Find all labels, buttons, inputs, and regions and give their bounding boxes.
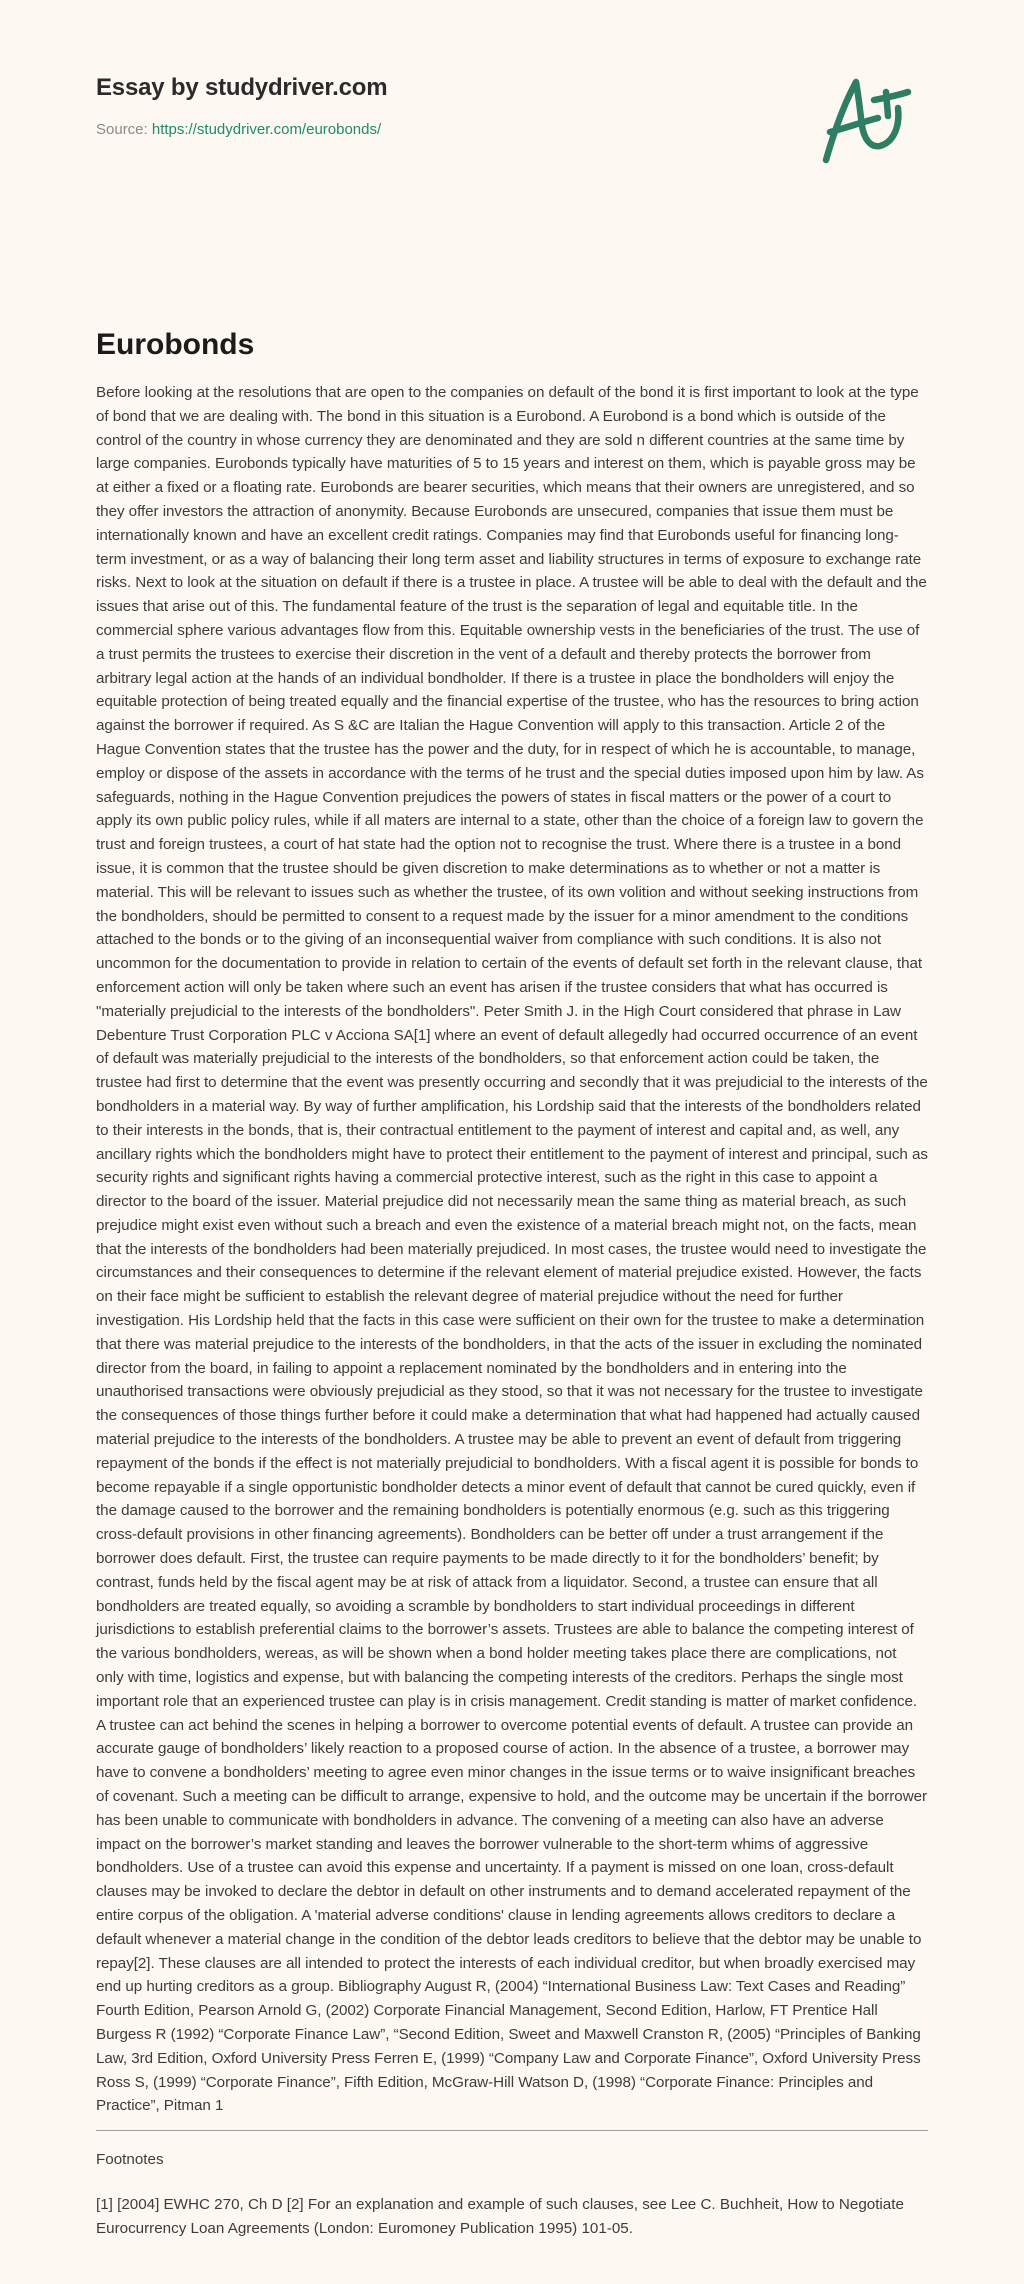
site-header [96,72,928,262]
footnotes-text: [1] [2004] EWHC 270, Ch D [2] For an explanation and example of such clauses, see Lee C. Buchheit, How to Negotiate Eurocurrency Loan Agreements (London: Euromoney Publication 1995) 101-05. [96,2196,904,2237]
a-plus-logo-icon [818,70,928,170]
footnotes-divider [96,2130,928,2131]
footnotes-heading: Footnotes [96,2151,164,2169]
source-line [96,120,928,140]
source-link[interactable]: https://studydriver.com/eurobonds/ [151,121,382,138]
essay-body: Before looking at the resolutions that are open to the companies on default of the bond it is first important to look at the type of bond that we are dealing with. The bond in this situation is a Eurobond. A Eurobond is a bond which is outside of the control of the country in whose currency they are denominated and they are sold n different countries at the same time by large companies. Eurobonds typically have maturities of 5 to 15 years and interest on them, which is payable gross may be at either a fixed or a floating rate. Eurobonds are bearer securities, which means that their owners are unregistered, and so they offer investors the attraction of anonymity. Because Eurobonds are unsecured, companies that issue them must be internationally known and have an excellent credit ratings. Companies may find that Eurobonds useful for financing long-term investment, or as a way of balancing their long term asset and liability structures in terms of exposure to exchange rate risks. Next to look at the situation on default if there is a trustee in place. A trustee will be able to deal with the default and the issues that arise out of this. The fundamental feature of the trust is the separation of legal and equitable title. In the commercial sphere various advantages flow from this. Equitable ownership vests in the beneficiaries of the trust. The use of a trust permits the trustees to exercise their discretion in the vent of a default and thereby protects the borrower from arbitrary legal action at the hands of an individual bondholder. If there is a trustee in place the bondholders will enjoy the equitable protection of being treated equally and the financial expertise of the trustee, who has the resources to bring action against the borrower if required. As S &C are Italian the Hague Convention will apply to this transaction. Article 2 of the Hague Convention states that the trustee has the power and the duty, for in respect of which he is accountable, to manage, employ or dispose of the assets in accordance with the terms of he trust and the special duties imposed upon him by law. As safeguards, nothing in the Hague Convention prejudices the powers of states in fiscal matters or the power of a court to apply its own public policy rules, while if all maters are internal to a state, other than the choice of a foreign law to govern the trust and foreign trustees, a court of hat state had the option not to recognise the trust. Where there is a trustee in a bond issue, it is common that the trustee should be given discretion to make determinations as to whether or not a matter is material. This will be relevant to issues such as whether the trustee, of its own volition and without seeking instructions from the bondholders, should be permitted to consent to a request made by the issuer for a minor amendment to the conditions attached to the bonds or to the giving of an inconsequential waiver from compliance with such conditions. It is also not uncommon for the documentation to provide in relation to certain of the events of default set forth in the relevant clause, that enforcement action will only be taken where such an event has arisen if the trustee considers that what has occurred is "materially prejudicial to the interests of the bondholders". Peter Smith J. in the High Court considered that phrase in Law Debenture Trust Corporation PLC v Acciona SA[1] where an event of default allegedly had occurred occurrence of an event of default was materially prejudicial to the interests of the bondholders, so that enforcement action could be taken, the trustee had first to determine that the event was presently occurring and secondly that it was prejudicial to the interests of the bondholders in a material way. By way of further amplification, his Lordship said that the interests of the bondholders related to their interests in the bonds, that is, their contractual entitlement to the payment of interest and capital and, as well, any ancillary rights which the bondholders might have to protect their entitlement to the payment of interest and principal, such as security rights and significant rights having a commercial protective interest, such as the right in this case to appoint a director to the board of the issuer. Material prejudice did not necessarily mean the same thing as material breach, as such prejudice might exist even without such a breach and even the existence of a material breach might not, on the facts, mean that the interests of the bondholders had been materially prejudiced. In most cases, the trustee would need to investigate the circumstances and their consequences to determine if the relevant element of material prejudice existed. However, the facts on their face might be sufficient to establish the relevant degree of material prejudice without the need for further investigation. His Lordship held that the facts in this case were sufficient on their own for the trustee to make a determination that there was material prejudice to the interests of the bondholders, in that the acts of the issuer in excluding the nominated director from the board, in failing to appoint a replacement nominated by the bondholders and in entering into the unauthorised transactions were obviously prejudicial as they stood, so that it was not necessary for the trustee to investigate the consequences of those things further before it could make a determination that what had happened had actually caused material prejudice to the interests of the bondholders. A trustee may be able to prevent an event of default from triggering repayment of the bonds if the effect is not materially prejudicial to bondholders. With a fiscal agent it is possible for bonds to become repayable if a single opportunistic bondholder detects a minor event of default that cannot be cured quickly, even if the damage caused to the borrower and the remaining bondholders is potentially enormous (e.g. such as this triggering cross-default provisions in other financing agreements). Bondholders can be better off under a trust arrangement if the borrower does default. First, the trustee can require payments to be made directly to it for the bondholders’ benefit; by contrast, funds held by the fiscal agent may be at risk of attack from a liquidator. Second, a trustee can ensure that all bondholders are treated equally, so avoiding a scramble by bondholders to start individual proceedings in different jurisdictions to establish preferential claims to the borrower’s assets. Trustees are able to balance the competing interest of the various bondholders, wereas, as will be shown when a bond holder meeting takes place there are complications, not only with time, logistics and expense, but with balancing the competing interests of the creditors. Perhaps the single most important role that an experienced trustee can play is in crisis management. Credit standing is matter of market confidence. A trustee can act behind the scenes in helping a borrower to overcome potential events of default. A trustee can provide an accurate gauge of bondholders’ likely reaction to a proposed course of action. In the absence of a trustee, a borrower may have to convene a bondholders’ meeting to agree even minor changes in the issue terms or to waive insignificant breaches of covenant. Such a meeting can be difficult to arrange, expensive to hold, and the outcome may be uncertain if the borrower has been unable to communicate with bondholders in advance. The convening of a meeting can also have an adverse impact on the borrower’s market standing and leaves the borrower vulnerable to the short-term whims of aggressive bondholders. Use of a trustee can avoid this expense and uncertainty. If a payment is missed on one loan, cross-default clauses may be invoked to declare the debtor in default on other instruments and to demand accelerated repayment of the entire corpus of the obligation. A 'material adverse conditions' clause in lending agreements allows creditors to declare a default whenever a material change in the condition of the debtor leads creditors to believe that the debtor may be unable to repay[2]. These clauses are all intended to protect the interests of each individual creditor, but when broadly exercised may end up hurting creditors as a group. Bibliography August R, (2004) “International Business Law: Text Cases and Reading” Fourth Edition, Pearson Arnold G, (2002) Corporate Financial Management, Second Edition, Harlow, FT Prentice Hall Burgess R (1992) “Corporate Finance Law”, “Second Edition, Sweet and Maxwell Cranston R, (2005) “Principles of Banking Law, 3rd Edition, Oxford University Press Ferren E, (1999) “Company Law and Corporate Finance”, Oxford University Press Ross S, (1999) “Corporate Finance”, Fifth Edition, McGraw-Hill Watson D, (1998) “Corporate Finance: Principles and Practice”, Pitman 1 [96,384,928,2115]
page [96,0,928,2241]
source-label: Source: [96,121,152,138]
essay [96,327,928,2118]
essay-title: Eurobonds [96,328,255,361]
footnotes [96,2149,928,2241]
brand-title: Essay by studydriver.com [96,74,388,101]
